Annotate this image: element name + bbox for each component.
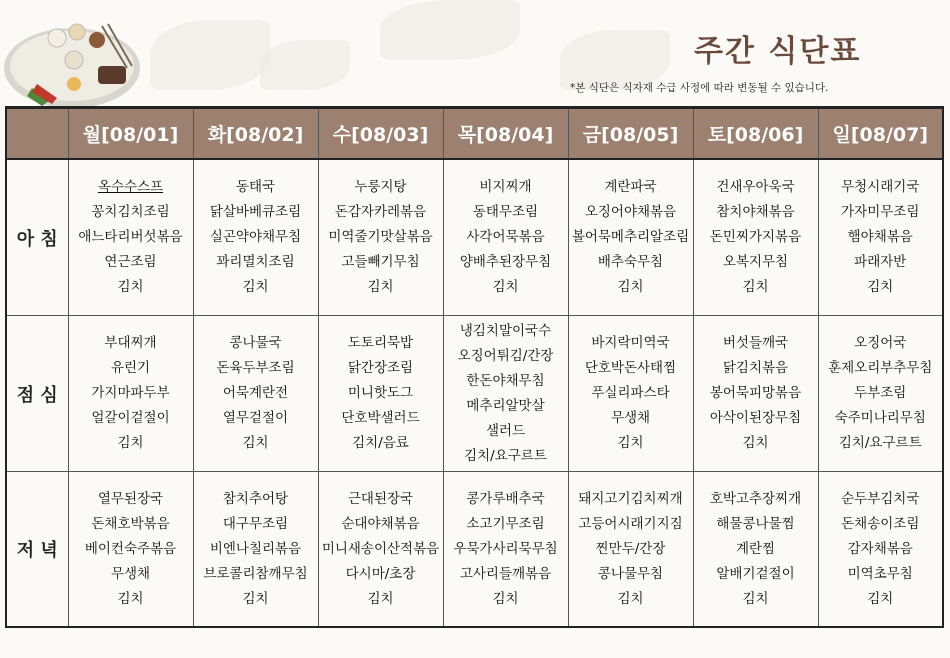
menu-cell (443, 316, 568, 472)
menu-item: 돈감자카레볶음 (334, 204, 427, 220)
menu-item: 김치 (242, 279, 269, 295)
menu-item: 비엔나칠리볶음 (209, 540, 302, 557)
day-header-sat: 토[08/06] (693, 108, 818, 160)
menu-cell (693, 316, 818, 472)
menu-item: 돈육두부조림 (216, 360, 295, 376)
menu-change-notice: *본 식단은 식자재 수급 사정에 따라 변동될 수 있습니다. (570, 82, 829, 94)
menu-cell (318, 316, 443, 472)
menu-item: 두부조림 (854, 385, 907, 401)
menu-item: 열무겉절이 (222, 410, 289, 426)
menu-cell (818, 159, 943, 316)
menu-item: 유린기 (110, 360, 151, 376)
day-header-fri: 금[08/05] (568, 108, 693, 160)
menu-item: 닭김치볶음 (722, 360, 789, 376)
menu-item: 김치 (742, 279, 769, 295)
menu-cell (68, 316, 193, 472)
day-header-sun: 일[08/07] (818, 108, 943, 160)
menu-item: 돼지고기김치찌개 (578, 490, 683, 507)
menu-item: 숙주미나리무침 (834, 410, 926, 426)
food-plate-illustration (2, 18, 142, 108)
menu-item: 김치/음료 (352, 435, 409, 451)
menu-item: 바지락미역국 (591, 335, 670, 351)
menu-item: 김치 (742, 435, 769, 451)
menu-item: 김치 (867, 590, 894, 607)
menu-item: 미역줄기맛살볶음 (328, 229, 433, 245)
corner-cell (6, 108, 68, 160)
day-header-tue: 화[08/02] (193, 108, 318, 160)
menu-item: 봉어묵피망볶음 (709, 385, 802, 401)
menu-item: 버섯들깨국 (722, 335, 789, 351)
menu-item: 단호박돈사태찜 (584, 360, 677, 376)
background-leaf (380, 0, 520, 60)
menu-item: 돈민찌가지볶음 (709, 229, 802, 245)
menu-cell (568, 159, 693, 316)
menu-cell (68, 159, 193, 316)
menu-cell (443, 159, 568, 316)
menu-cell (318, 472, 443, 628)
menu-item: 고등어시래기지짐 (578, 515, 683, 532)
menu-item: 미니새송이산적볶음 (321, 540, 440, 557)
menu-item: 김치 (242, 590, 269, 607)
menu-item: 파래자반 (854, 254, 907, 270)
menu-item: 브로콜리참깨무침 (203, 565, 308, 582)
day-header-mon: 월[08/01] (68, 108, 193, 160)
menu-item: 꽈리멸치조림 (216, 254, 295, 270)
menu-item: 콩나물국 (229, 335, 282, 351)
menu-item: 연근조림 (104, 254, 157, 270)
menu-item: 옥수수스프 (97, 179, 164, 195)
menu-item: 사각어묵볶음 (466, 229, 545, 245)
menu-item: 감자채볶음 (847, 540, 913, 557)
menu-item: 훈제오리부추무침 (828, 360, 933, 376)
menu-item: 어묵계란전 (222, 385, 289, 401)
menu-item: 닭살바베큐조림 (209, 204, 302, 220)
menu-cell (568, 316, 693, 472)
meal-label-lunch: 점 심 (6, 316, 68, 472)
menu-item: 가자미무조림 (841, 204, 920, 220)
menu-cell (443, 472, 568, 628)
day-header-row (6, 108, 943, 160)
menu-item: 대구무조림 (222, 515, 289, 532)
menu-item: 김치 (617, 435, 644, 451)
menu-item: 메추리알맛살 (466, 397, 545, 414)
menu-cell (68, 472, 193, 628)
menu-item: 햄야채볶음 (847, 229, 913, 245)
menu-item: 해물콩나물찜 (716, 515, 795, 532)
menu-item: 동태국 (235, 179, 276, 195)
menu-item: 무청시래기국 (841, 179, 920, 195)
menu-item: 샐러드 (485, 422, 526, 439)
menu-item: 콩가루배추국 (466, 490, 545, 507)
menu-item: 김치/요구르트 (838, 435, 922, 451)
menu-cell (693, 159, 818, 316)
menu-item: 계란파국 (604, 179, 657, 195)
menu-item: 김치 (117, 279, 144, 295)
day-header-wed: 수[08/03] (318, 108, 443, 160)
menu-item: 호박고추장찌개 (709, 490, 802, 507)
menu-item: 무생채 (610, 410, 651, 426)
meal-label-breakfast: 아 침 (6, 159, 68, 316)
menu-item: 김치 (492, 279, 519, 295)
menu-item: 김치 (492, 590, 519, 607)
menu-item: 김치 (617, 590, 644, 607)
menu-item: 김치 (367, 590, 394, 607)
menu-item: 김치/요구르트 (464, 447, 547, 464)
menu-item: 김치 (117, 435, 144, 451)
menu-item: 얼갈이겉절이 (91, 410, 170, 426)
meal-label-dinner: 저 녁 (6, 472, 68, 628)
menu-item: 김치 (242, 435, 269, 451)
menu-item: 꽁치김치조림 (91, 204, 170, 220)
menu-cell (818, 472, 943, 628)
menu-item: 아삭이된장무침 (709, 410, 802, 426)
menu-cell (193, 472, 318, 628)
menu-item: 오징어야채볶음 (584, 204, 677, 220)
menu-item: 비지찌개 (479, 179, 532, 195)
menu-item: 김치 (117, 590, 144, 607)
menu-item: 열무된장국 (97, 490, 164, 507)
menu-item: 고들빼기무침 (341, 254, 420, 270)
menu-item: 계란찜 (735, 540, 776, 557)
menu-item: 부대찌개 (104, 335, 157, 351)
menu-item: 소고기무조림 (466, 515, 545, 532)
menu-item: 애느타리버섯볶음 (78, 229, 183, 245)
menu-item: 볼어묵메추리알조림 (571, 229, 690, 245)
menu-item: 알배기겉절이 (716, 565, 795, 582)
menu-cell (818, 316, 943, 472)
menu-item: 누룽지탕 (354, 179, 407, 195)
menu-item: 베이컨숙주볶음 (84, 540, 177, 557)
day-header-thu: 목[08/04] (443, 108, 568, 160)
menu-item: 순대야채볶음 (341, 515, 420, 532)
menu-item: 김치 (867, 279, 894, 295)
menu-item: 한돈야채무침 (466, 372, 545, 389)
menu-item: 푸실리파스타 (591, 385, 670, 401)
menu-item: 오복지무침 (722, 254, 789, 270)
menu-item: 실곤약야채무침 (209, 229, 302, 245)
menu-item: 동태무조림 (472, 204, 539, 220)
menu-item: 오징어국 (854, 335, 907, 351)
menu-item: 찐만두/간장 (595, 540, 666, 557)
meal-row-breakfast (6, 159, 943, 316)
menu-item: 김치 (617, 279, 644, 295)
menu-item: 닭간장조림 (347, 360, 414, 376)
background-leaf (260, 40, 350, 90)
menu-item: 오징어튀김/간장 (457, 347, 554, 364)
background-leaf (150, 20, 270, 90)
meal-row-dinner (6, 472, 943, 628)
menu-item: 미역초무침 (847, 565, 913, 582)
menu-cell (193, 316, 318, 472)
menu-item: 가지마파두부 (91, 385, 170, 401)
menu-item: 돈채송이조림 (841, 515, 920, 532)
weekly-menu-table (5, 106, 944, 628)
menu-item: 참치추어탕 (222, 490, 289, 507)
menu-item: 순두부김치국 (841, 490, 920, 507)
menu-item: 건새우아욱국 (716, 179, 795, 195)
menu-cell (693, 472, 818, 628)
menu-item: 무생채 (110, 565, 151, 582)
menu-item: 배추숙무침 (597, 254, 664, 270)
menu-item: 돈채호박볶음 (91, 515, 170, 532)
menu-item: 단호박샐러드 (341, 410, 420, 426)
meal-row-lunch (6, 316, 943, 472)
menu-item: 도토리묵밥 (347, 335, 414, 351)
menu-item: 미니핫도그 (347, 385, 414, 401)
menu-item: 콩나물무침 (597, 565, 664, 582)
menu-item: 우묵가사리묵무침 (453, 540, 558, 557)
menu-item: 냉김치말이국수 (459, 322, 552, 339)
page-title: 주간 식단표 (694, 34, 862, 69)
menu-item: 김치 (742, 590, 769, 607)
menu-item: 양배추된장무침 (459, 254, 552, 270)
menu-item: 고사리들깨볶음 (459, 565, 552, 582)
menu-item: 근대된장국 (347, 490, 414, 507)
menu-item: 김치 (367, 279, 394, 295)
menu-item: 참치야채볶음 (716, 204, 795, 220)
menu-cell (568, 472, 693, 628)
menu-item: 다시마/초장 (345, 565, 416, 582)
menu-cell (318, 159, 443, 316)
menu-cell (193, 159, 318, 316)
